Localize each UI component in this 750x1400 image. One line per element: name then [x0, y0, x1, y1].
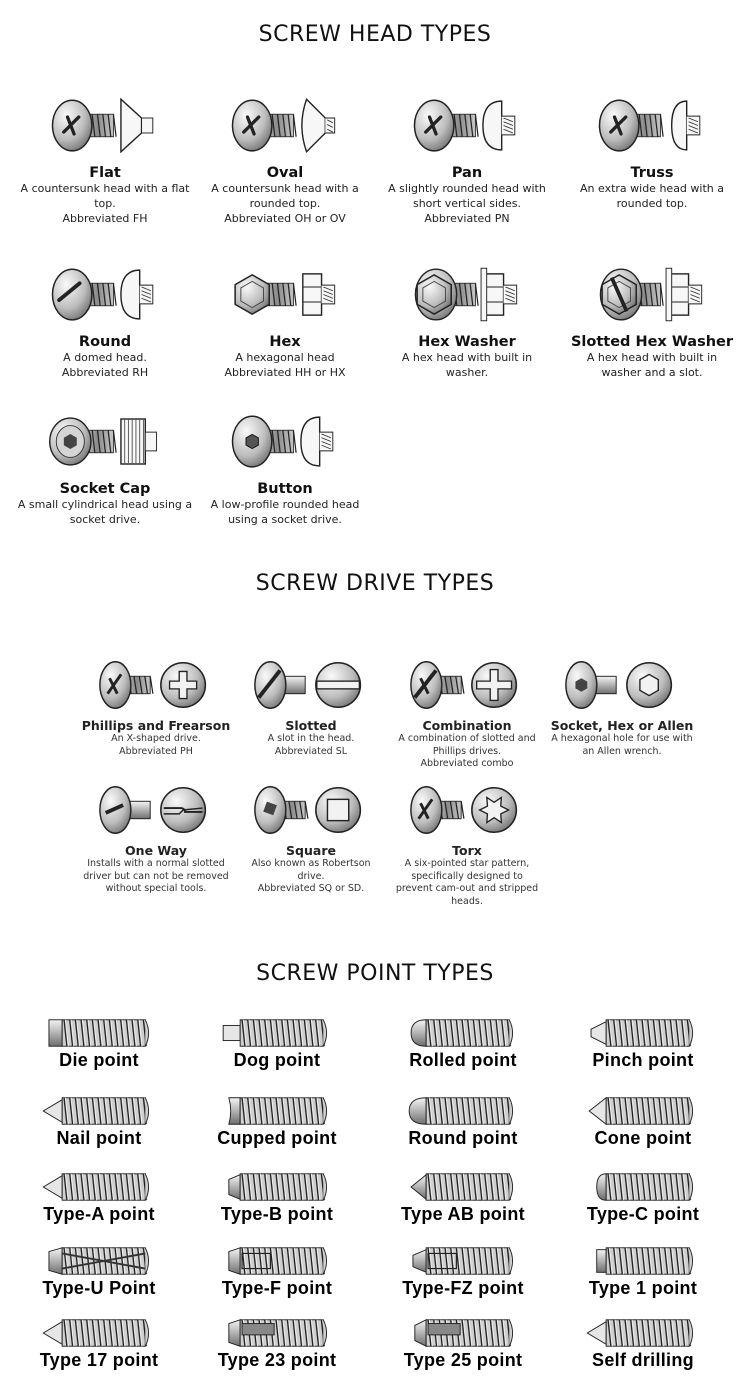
- drive-type-description: An X-shaped drive.: [111, 733, 201, 744]
- point-type-name: Type-F point: [221, 1278, 333, 1298]
- type-c-point-icon: [584, 1170, 702, 1204]
- head-type-name: Hex Washer: [418, 334, 516, 350]
- head-type-description: Abbreviated RH: [61, 366, 149, 379]
- drive-type-description: without special tools.: [105, 883, 207, 894]
- point-type-card: [373, 1316, 553, 1370]
- head-type-name: Hex: [269, 334, 301, 350]
- head-type-card: [190, 404, 380, 527]
- point-type-card: [9, 1244, 189, 1298]
- head-type-description: Abbreviated PN: [424, 212, 510, 225]
- square-drive-icon: [251, 780, 371, 840]
- round-point-icon: [404, 1094, 522, 1128]
- point-type-card: [9, 1094, 189, 1148]
- point-type-name: Type-FZ point: [402, 1278, 524, 1298]
- drive-types-title: SCREW DRIVE TYPES: [255, 571, 495, 596]
- point-type-name: Type-C point: [586, 1204, 700, 1224]
- head-type-description: A hexagonal head: [235, 351, 335, 364]
- hex-socket-drive-icon: [562, 655, 682, 715]
- point-type-card: [553, 1316, 733, 1370]
- point-type-name: Type 25 point: [403, 1350, 523, 1370]
- drive-type-description: A slot in the head.: [267, 733, 355, 744]
- point-type-name: Nail point: [56, 1128, 142, 1148]
- point-type-name: Type-A point: [43, 1204, 155, 1224]
- head-type-name: Flat: [89, 165, 121, 181]
- hex-washer-head-icon: [402, 257, 532, 332]
- round-head-icon: [40, 257, 170, 332]
- drive-type-card: [544, 655, 700, 758]
- one-way-drive-icon: [96, 780, 216, 840]
- drive-type-card: [233, 780, 389, 896]
- drive-type-name: One Way: [125, 843, 187, 858]
- drive-type-card: [389, 780, 545, 908]
- pinch-point-icon: [584, 1016, 702, 1050]
- point-type-name: Type-B point: [220, 1204, 334, 1224]
- drive-type-description: specifically designed to: [411, 870, 523, 882]
- drive-type-name: Square: [286, 843, 336, 858]
- socket-cap-head-icon: [40, 404, 170, 479]
- head-type-name: Pan: [451, 165, 483, 181]
- point-type-name: Pinch point: [592, 1050, 694, 1070]
- pan-head-icon: [402, 88, 532, 163]
- flat-head-icon: [40, 88, 170, 163]
- point-type-card: [187, 1316, 367, 1370]
- drive-type-description: Abbreviated SQ or SD.: [257, 883, 365, 894]
- drive-type-description: Installs with a normal slotted: [87, 858, 225, 869]
- head-type-description: top.: [94, 197, 116, 210]
- point-type-name: Type 17 point: [39, 1350, 159, 1370]
- rolled-point-icon: [404, 1016, 522, 1050]
- drive-type-description: prevent cam-out and stripped: [395, 883, 539, 894]
- head-type-description: Abbreviated HH or HX: [224, 366, 346, 379]
- type-u-point-icon: [40, 1244, 158, 1278]
- point-type-card: [187, 1016, 367, 1070]
- head-type-card: [557, 257, 747, 380]
- head-type-description: using a socket drive.: [228, 513, 342, 526]
- point-type-card: [553, 1016, 733, 1070]
- head-type-card: [10, 257, 200, 380]
- type-a-point-icon: [40, 1170, 158, 1204]
- drive-type-description: Abbreviated combo: [420, 758, 514, 769]
- drive-type-card: [78, 780, 234, 896]
- combination-drive-icon: [407, 655, 527, 715]
- type-b-point-icon: [218, 1170, 336, 1204]
- drive-type-description: A combination of slotted and: [398, 733, 536, 744]
- type-fz-point-icon: [404, 1244, 522, 1278]
- point-type-card: [9, 1016, 189, 1070]
- point-type-card: [9, 1170, 189, 1224]
- head-types-title: SCREW HEAD TYPES: [258, 22, 492, 47]
- drive-type-description: A six-pointed star pattern,: [404, 858, 530, 869]
- head-type-name: Oval: [266, 165, 304, 181]
- head-type-description: A domed head.: [63, 351, 147, 364]
- point-type-name: Rolled point: [409, 1050, 517, 1070]
- point-type-card: [553, 1094, 733, 1148]
- head-type-card: [372, 257, 562, 380]
- point-type-card: [553, 1244, 733, 1298]
- point-type-card: [187, 1094, 367, 1148]
- head-type-card: [190, 257, 380, 380]
- self-drilling-point-icon: [584, 1316, 702, 1350]
- point-type-name: Self drilling: [592, 1350, 694, 1370]
- head-type-description: rounded top.: [249, 197, 321, 210]
- slotted-drive-icon: [251, 655, 371, 715]
- head-type-description: socket drive.: [69, 513, 141, 526]
- dog-point-icon: [218, 1016, 336, 1050]
- drive-type-description: Phillips drives.: [432, 745, 502, 757]
- point-type-name: Type 23 point: [217, 1350, 337, 1370]
- drive-type-description: Abbreviated PH: [119, 745, 193, 757]
- head-type-description: A slightly rounded head with: [388, 182, 546, 195]
- point-type-card: [9, 1316, 189, 1370]
- cupped-point-icon: [218, 1094, 336, 1128]
- drive-type-description: an Allen wrench.: [582, 745, 662, 757]
- head-type-card: [372, 88, 562, 226]
- type-ab-point-icon: [404, 1170, 522, 1204]
- drive-type-description: Also known as Robertson: [251, 858, 371, 869]
- head-type-name: Button: [257, 481, 313, 497]
- point-type-name: Cone point: [594, 1128, 692, 1148]
- head-type-description: A hex head with built in: [586, 351, 718, 364]
- point-type-name: Type-U Point: [42, 1278, 156, 1298]
- drive-type-name: Combination: [422, 718, 512, 733]
- point-type-name: Type 1 point: [588, 1278, 698, 1298]
- phillips-drive-icon: [96, 655, 216, 715]
- head-type-card: [190, 88, 380, 226]
- type-1-point-icon: [584, 1244, 702, 1278]
- head-type-card: [557, 88, 747, 211]
- point-type-name: Type AB point: [401, 1204, 525, 1224]
- head-type-name: Slotted Hex Washer: [570, 334, 734, 350]
- type-f-point-icon: [218, 1244, 336, 1278]
- head-type-description: short vertical sides.: [412, 197, 522, 210]
- head-type-name: Round: [78, 334, 132, 350]
- drive-type-description: heads.: [451, 895, 483, 907]
- head-type-description: Abbreviated OH or OV: [224, 212, 346, 225]
- head-type-card: [10, 88, 200, 226]
- oval-head-icon: [220, 88, 350, 163]
- drive-type-description: Abbreviated SL: [274, 745, 348, 757]
- cone-point-icon: [584, 1094, 702, 1128]
- head-type-description: A countersunk head with a flat: [20, 182, 190, 195]
- slotted-hex-washer-head-icon: [587, 257, 717, 332]
- point-type-card: [187, 1244, 367, 1298]
- head-type-description: rounded top.: [616, 197, 688, 210]
- head-type-name: Truss: [630, 165, 674, 181]
- point-type-card: [187, 1170, 367, 1224]
- point-type-card: [373, 1016, 553, 1070]
- nail-point-icon: [40, 1094, 158, 1128]
- head-type-description: A countersunk head with a: [211, 182, 359, 195]
- drive-type-description: A hexagonal hole for use with: [551, 733, 693, 744]
- point-type-name: Round point: [408, 1128, 518, 1148]
- type-25-point-icon: [404, 1316, 522, 1350]
- die-point-icon: [40, 1016, 158, 1050]
- head-type-description: A small cylindrical head using a: [17, 498, 193, 511]
- button-head-icon: [220, 404, 350, 479]
- drive-type-card: [78, 655, 234, 758]
- head-type-description: washer and a slot.: [601, 366, 703, 379]
- drive-type-card: [389, 655, 545, 771]
- head-type-description: Abbreviated FH: [62, 212, 148, 225]
- point-types-title: SCREW POINT TYPES: [256, 961, 494, 986]
- type-17-point-icon: [40, 1316, 158, 1350]
- head-type-card: [10, 404, 200, 527]
- head-type-name: Socket Cap: [59, 481, 151, 497]
- truss-head-icon: [587, 88, 717, 163]
- head-type-description: A hex head with built in: [401, 351, 533, 364]
- point-type-card: [553, 1170, 733, 1224]
- drive-type-name: Slotted: [285, 718, 337, 733]
- point-type-name: Cupped point: [217, 1128, 337, 1148]
- point-type-name: Dog point: [233, 1050, 321, 1070]
- point-type-name: Die point: [59, 1050, 139, 1070]
- drive-type-card: [233, 655, 389, 758]
- drive-type-description: drive.: [297, 870, 325, 882]
- point-type-card: [373, 1170, 553, 1224]
- head-type-description: An extra wide head with a: [580, 182, 724, 195]
- point-type-card: [373, 1244, 553, 1298]
- type-23-point-icon: [218, 1316, 336, 1350]
- hex-head-icon: [220, 257, 350, 332]
- drive-type-name: Torx: [452, 843, 482, 858]
- drive-type-description: driver but can not be removed: [83, 870, 229, 882]
- drive-type-name: Phillips and Frearson: [81, 718, 231, 733]
- torx-drive-icon: [407, 780, 527, 840]
- head-type-description: washer.: [445, 366, 489, 379]
- head-type-description: A low-profile rounded head: [210, 498, 360, 511]
- point-type-card: [373, 1094, 553, 1148]
- drive-type-name: Socket, Hex or Allen: [550, 718, 694, 733]
